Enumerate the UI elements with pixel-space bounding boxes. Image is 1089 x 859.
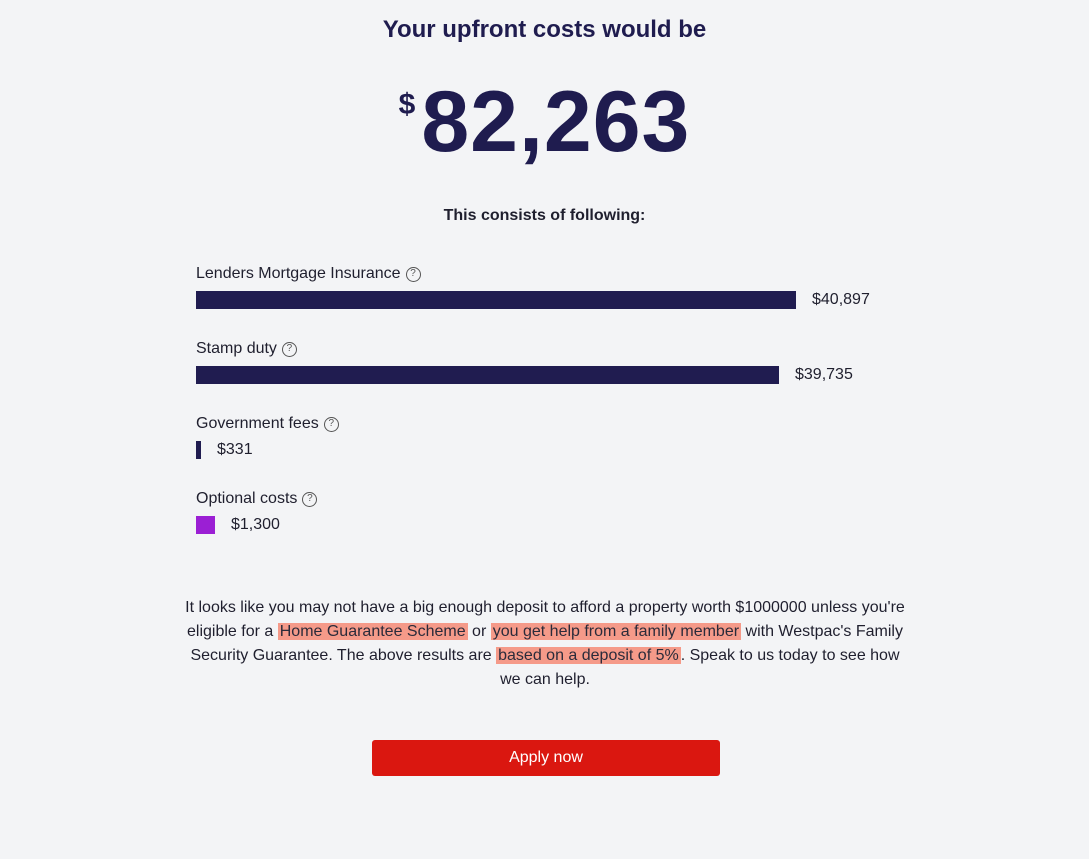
- currency-symbol: $: [398, 88, 416, 121]
- family-help-link[interactable]: you get help from a family member: [492, 623, 740, 640]
- notice-text: with Westpac's Family Security Guarantee. The above results are: [190, 623, 903, 664]
- cost-value: $40,897: [812, 291, 870, 308]
- help-icon[interactable]: ?: [406, 267, 421, 282]
- cost-bar: [196, 516, 215, 534]
- cost-label: Stamp duty: [196, 340, 277, 357]
- cost-value: $331: [217, 441, 253, 458]
- notice-text: . Speak to us today to see how we can help.: [500, 647, 900, 688]
- cost-item-government-fees: [196, 413, 896, 460]
- cost-value: $39,735: [795, 366, 853, 383]
- cost-label: Lenders Mortgage Insurance: [196, 265, 401, 282]
- help-icon[interactable]: ?: [302, 492, 317, 507]
- deposit-notice: [184, 596, 906, 692]
- total-amount: 82,263: [421, 74, 691, 170]
- total-cost: [0, 72, 1089, 172]
- cost-bar: [196, 441, 201, 459]
- cost-item-optional-costs: [196, 488, 896, 535]
- cost-item-lenders-mortgage-insurance: [196, 263, 896, 310]
- cost-bar: [196, 291, 796, 309]
- apply-now-button[interactable]: Apply now: [372, 740, 720, 776]
- help-icon[interactable]: ?: [324, 417, 339, 432]
- cost-bar: [196, 366, 779, 384]
- notice-text: or: [467, 623, 491, 640]
- cost-item-stamp-duty: [196, 338, 896, 385]
- deposit-basis-link[interactable]: based on a deposit of 5%: [498, 647, 679, 664]
- breakdown-heading: This consists of following:: [443, 207, 646, 224]
- page-title: Your upfront costs would be: [382, 16, 707, 43]
- cost-label: Optional costs: [196, 490, 298, 507]
- notice-text: It looks like you may not have a big enough deposit to afford a property worth $1000000 unless you're eligible for a: [185, 599, 905, 640]
- help-icon[interactable]: ?: [282, 342, 297, 357]
- cost-value: $1,300: [231, 516, 280, 533]
- home-guarantee-scheme-link[interactable]: Home Guarantee Scheme: [279, 623, 466, 640]
- cost-label: Government fees: [196, 415, 319, 432]
